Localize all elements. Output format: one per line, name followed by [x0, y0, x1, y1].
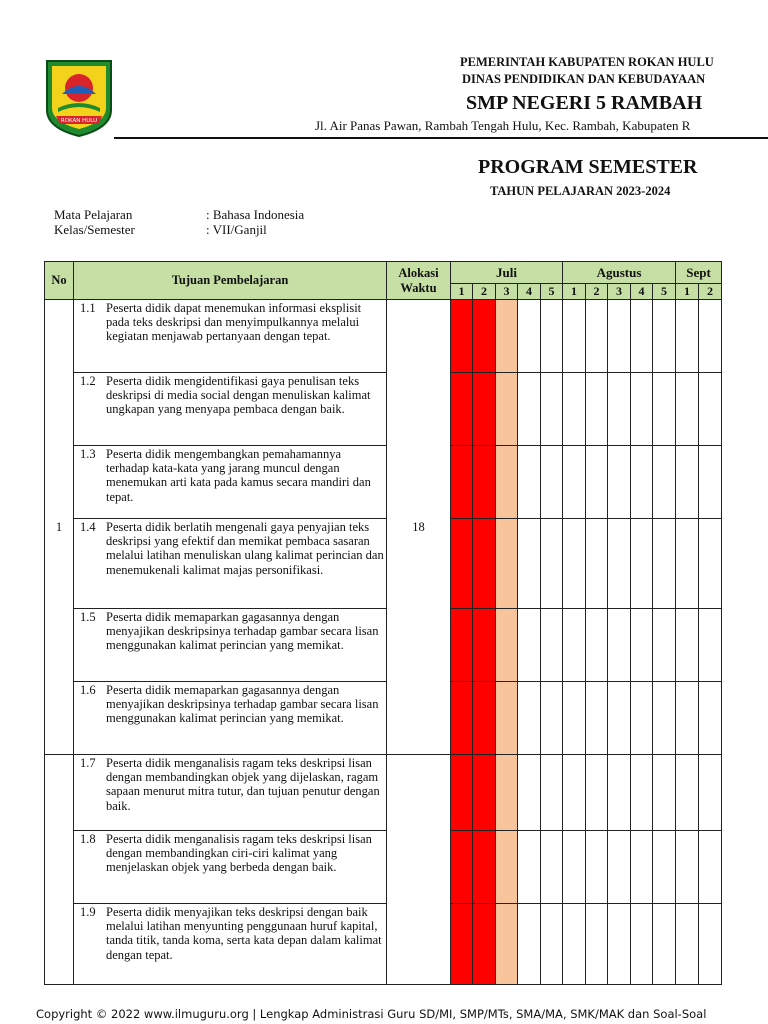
- table-row: [45, 373, 722, 446]
- week-schedule-cell: [541, 609, 563, 682]
- week-schedule-cell: [451, 682, 473, 755]
- week-schedule-cell: [631, 300, 653, 373]
- subject-label: Mata Pelajaran: [54, 207, 133, 222]
- week-schedule-cell: [541, 446, 563, 519]
- objective-text: Peserta didik menganalisis ragam teks deskripsi lisan dengan membandingkan ciri-ciri kalimat yang menjelaskan objek yang berbeda dengan baik.: [106, 832, 372, 875]
- week-cell: 1: [676, 284, 699, 300]
- week-schedule-cell: [541, 373, 563, 446]
- week-schedule-cell: [563, 682, 586, 755]
- regency-emblem-logo: [44, 58, 114, 138]
- week-schedule-cell: [541, 519, 563, 609]
- week-schedule-cell: [608, 682, 631, 755]
- header-learning-objective: Tujuan Pembelajaran: [74, 262, 387, 300]
- week-schedule-cell: [518, 755, 541, 831]
- week-schedule-cell: [563, 609, 586, 682]
- week-schedule-cell: [676, 831, 699, 904]
- week-cell: 3: [608, 284, 631, 300]
- week-schedule-cell: [563, 300, 586, 373]
- week-schedule-cell: [451, 373, 473, 446]
- week-schedule-cell: [699, 373, 722, 446]
- semester-program-table: [44, 261, 722, 985]
- month-juli: Juli: [451, 262, 563, 284]
- week-cell: 4: [631, 284, 653, 300]
- week-schedule-cell: [653, 682, 676, 755]
- week-schedule-cell: [699, 755, 722, 831]
- week-schedule-cell: [518, 446, 541, 519]
- class-value: : VII/Ganjil: [206, 222, 267, 237]
- week-schedule-cell: [473, 831, 496, 904]
- week-schedule-cell: [586, 831, 608, 904]
- learning-objective-cell: [74, 300, 387, 373]
- week-schedule-cell: [676, 446, 699, 519]
- week-cell: 1: [451, 284, 473, 300]
- week-schedule-cell: [518, 300, 541, 373]
- objective-text: Peserta didik dapat menemukan informasi eksplisit pada teks deskripsi dan menyimpulkannya melalui kegiatan menjawab pertanyaan dengan tepat.: [106, 301, 362, 344]
- time-allocation-value: 18: [387, 300, 451, 755]
- week-schedule-cell: [608, 831, 631, 904]
- academic-year: TAHUN PELAJARAN 2023-2024: [490, 184, 671, 198]
- table-row: [45, 609, 722, 682]
- document-meta: [54, 207, 304, 237]
- week-schedule-cell: [496, 904, 518, 985]
- week-cell: 2: [699, 284, 722, 300]
- header-alloc-line1: Alokasi: [398, 265, 439, 280]
- week-schedule-cell: [518, 373, 541, 446]
- week-schedule-cell: [473, 446, 496, 519]
- week-schedule-cell: [586, 300, 608, 373]
- objective-number: 1.9: [80, 905, 96, 919]
- week-cell: 1: [563, 284, 586, 300]
- week-schedule-cell: [653, 519, 676, 609]
- copyright-footer: Copyright © 2022 www.ilmuguru.org | Lengkap Administrasi Guru SD/MI, SMP/MTs, SMA/MA, SMK/MAK dan Soal-Soal: [36, 1007, 707, 1021]
- week-schedule-cell: [451, 446, 473, 519]
- week-schedule-cell: [653, 300, 676, 373]
- week-schedule-cell: [473, 609, 496, 682]
- week-schedule-cell: [631, 446, 653, 519]
- week-schedule-cell: [676, 609, 699, 682]
- week-schedule-cell: [653, 904, 676, 985]
- logo-text: ROKAN HULU: [60, 118, 98, 124]
- week-schedule-cell: [653, 373, 676, 446]
- objective-number: 1.6: [80, 683, 96, 697]
- week-schedule-cell: [473, 300, 496, 373]
- week-schedule-cell: [541, 831, 563, 904]
- week-schedule-cell: [518, 609, 541, 682]
- week-schedule-cell: [496, 755, 518, 831]
- week-schedule-cell: [608, 904, 631, 985]
- objective-text: Peserta didik memaparkan gagasannya dengan menyajikan deskripsinya terhadap gambar secara lisan menggunakan kalimat perincian yang memikat.: [106, 683, 379, 726]
- week-schedule-cell: [451, 755, 473, 831]
- week-schedule-cell: [676, 682, 699, 755]
- week-schedule-cell: [473, 755, 496, 831]
- learning-objective-cell: [74, 755, 387, 831]
- week-cell: 5: [653, 284, 676, 300]
- school-address: Jl. Air Panas Pawan, Rambah Tengah Hulu, Kec. Rambah, Kabupaten R: [315, 118, 691, 133]
- week-schedule-cell: [563, 373, 586, 446]
- week-schedule-cell: [586, 682, 608, 755]
- week-schedule-cell: [496, 446, 518, 519]
- week-schedule-cell: [676, 755, 699, 831]
- week-schedule-cell: [518, 682, 541, 755]
- week-schedule-cell: [473, 682, 496, 755]
- week-schedule-cell: [608, 300, 631, 373]
- week-schedule-cell: [699, 300, 722, 373]
- week-cell: 4: [518, 284, 541, 300]
- government-name: PEMERINTAH KABUPATEN ROKAN HULU: [460, 55, 714, 69]
- week-schedule-cell: [563, 831, 586, 904]
- objective-number: 1.7: [80, 756, 96, 770]
- week-schedule-cell: [631, 373, 653, 446]
- week-schedule-cell: [518, 831, 541, 904]
- row-group-number: 1: [45, 300, 74, 755]
- week-schedule-cell: [608, 519, 631, 609]
- week-schedule-cell: [699, 446, 722, 519]
- learning-objective-cell: [74, 609, 387, 682]
- objective-number: 1.4: [80, 520, 96, 534]
- week-schedule-cell: [563, 446, 586, 519]
- month-agustus: Agustus: [563, 262, 676, 284]
- learning-objective-cell: [74, 831, 387, 904]
- learning-objective-cell: [74, 904, 387, 985]
- week-schedule-cell: [541, 755, 563, 831]
- week-schedule-cell: [631, 904, 653, 985]
- week-schedule-cell: [541, 682, 563, 755]
- document-title: PROGRAM SEMESTER: [478, 156, 698, 178]
- week-cell: 2: [586, 284, 608, 300]
- week-schedule-cell: [451, 519, 473, 609]
- week-schedule-cell: [676, 300, 699, 373]
- week-schedule-cell: [699, 609, 722, 682]
- week-cell: 2: [473, 284, 496, 300]
- week-cell: 3: [496, 284, 518, 300]
- week-schedule-cell: [586, 446, 608, 519]
- week-schedule-cell: [608, 373, 631, 446]
- objective-text: Peserta didik menyajikan teks deskripsi dengan baik melalui latihan menyunting penggunaan huruf kapital, tanda titik, tanda koma, serta kata depan dalam kalimat dengan tepat.: [106, 905, 382, 962]
- department-name: DINAS PENDIDIKAN DAN KEBUDAYAAN: [462, 72, 706, 86]
- week-schedule-cell: [451, 904, 473, 985]
- week-schedule-cell: [586, 755, 608, 831]
- week-schedule-cell: [451, 609, 473, 682]
- row-group-number: [45, 755, 74, 985]
- week-schedule-cell: [586, 519, 608, 609]
- week-schedule-cell: [608, 755, 631, 831]
- header-no: No: [45, 262, 74, 300]
- time-allocation-value: [387, 755, 451, 985]
- week-schedule-cell: [518, 904, 541, 985]
- learning-objective-cell: [74, 373, 387, 446]
- school-name: SMP NEGERI 5 RAMBAH: [466, 92, 703, 114]
- week-schedule-cell: [518, 519, 541, 609]
- week-schedule-cell: [653, 755, 676, 831]
- week-schedule-cell: [541, 904, 563, 985]
- week-schedule-cell: [541, 300, 563, 373]
- learning-objective-cell: [74, 446, 387, 519]
- week-schedule-cell: [473, 519, 496, 609]
- week-schedule-cell: [653, 831, 676, 904]
- week-schedule-cell: [699, 904, 722, 985]
- week-schedule-cell: [699, 682, 722, 755]
- objective-number: 1.8: [80, 832, 96, 846]
- week-schedule-cell: [631, 831, 653, 904]
- week-schedule-cell: [563, 755, 586, 831]
- learning-objective-cell: [74, 682, 387, 755]
- table-row: [45, 755, 722, 831]
- week-schedule-cell: [699, 519, 722, 609]
- week-schedule-cell: [631, 519, 653, 609]
- week-schedule-cell: [676, 904, 699, 985]
- week-schedule-cell: [496, 682, 518, 755]
- week-schedule-cell: [586, 904, 608, 985]
- class-label: Kelas/Semester: [54, 222, 135, 237]
- week-cell: 5: [541, 284, 563, 300]
- week-schedule-cell: [586, 609, 608, 682]
- week-schedule-cell: [699, 831, 722, 904]
- week-schedule-cell: [451, 831, 473, 904]
- table-row: [45, 519, 722, 609]
- week-schedule-cell: [676, 519, 699, 609]
- objective-number: 1.1: [80, 301, 96, 315]
- week-schedule-cell: [676, 373, 699, 446]
- week-schedule-cell: [631, 755, 653, 831]
- week-schedule-cell: [496, 373, 518, 446]
- objective-number: 1.3: [80, 447, 96, 461]
- week-schedule-cell: [473, 373, 496, 446]
- subject-value: : Bahasa Indonesia: [206, 207, 305, 222]
- week-schedule-cell: [653, 609, 676, 682]
- week-schedule-cell: [496, 300, 518, 373]
- objective-number: 1.5: [80, 610, 96, 624]
- week-schedule-cell: [563, 904, 586, 985]
- week-schedule-cell: [496, 831, 518, 904]
- month-september: Sept: [676, 262, 722, 284]
- week-schedule-cell: [586, 373, 608, 446]
- week-schedule-cell: [631, 609, 653, 682]
- objective-text: Peserta didik memaparkan gagasannya dengan menyajikan deskripsinya terhadap gambar secara lisan menggunakan kalimat perincian yang memikat.: [106, 610, 379, 653]
- header-time-allocation: [387, 262, 451, 300]
- week-schedule-cell: [608, 609, 631, 682]
- table-row: [45, 446, 722, 519]
- header-alloc-line2: Waktu: [400, 280, 437, 295]
- learning-objective-cell: [74, 519, 387, 609]
- objective-text: Peserta didik mengidentifikasi gaya penulisan teks deskripsi di media social dengan menuliskan kalimat ungkapan yang menyapa pembaca dengan baik.: [106, 374, 371, 417]
- objective-text: Peserta didik mengembangkan pemahamannya terhadap kata-kata yang jarang muncul dengan menemukan arti kata pada kamus secara mandiri dan tepat.: [106, 447, 371, 504]
- week-schedule-cell: [473, 904, 496, 985]
- week-schedule-cell: [496, 609, 518, 682]
- objective-text: Peserta didik berlatih mengenali gaya penyajian teks deskripsi yang efektif dan memikat pembaca sasaran melalui latihan menuliskan ulang kalimat perincian dan menemukenali kalimat majas personifikasi.: [106, 520, 384, 577]
- week-schedule-cell: [563, 519, 586, 609]
- week-schedule-cell: [496, 519, 518, 609]
- letterhead-divider: [114, 137, 768, 139]
- table-row: [45, 682, 722, 755]
- table-row: [45, 300, 722, 373]
- week-schedule-cell: [653, 446, 676, 519]
- objective-number: 1.2: [80, 374, 96, 388]
- week-schedule-cell: [451, 300, 473, 373]
- table-row: [45, 831, 722, 904]
- table-row: [45, 904, 722, 985]
- week-schedule-cell: [608, 446, 631, 519]
- objective-text: Peserta didik menganalisis ragam teks deskripsi lisan dengan membandingkan objek yang dijelaskan, ragam sapaan menurut mitra tutur, dan tujuan penutur dengan baik.: [106, 756, 380, 813]
- week-schedule-cell: [631, 682, 653, 755]
